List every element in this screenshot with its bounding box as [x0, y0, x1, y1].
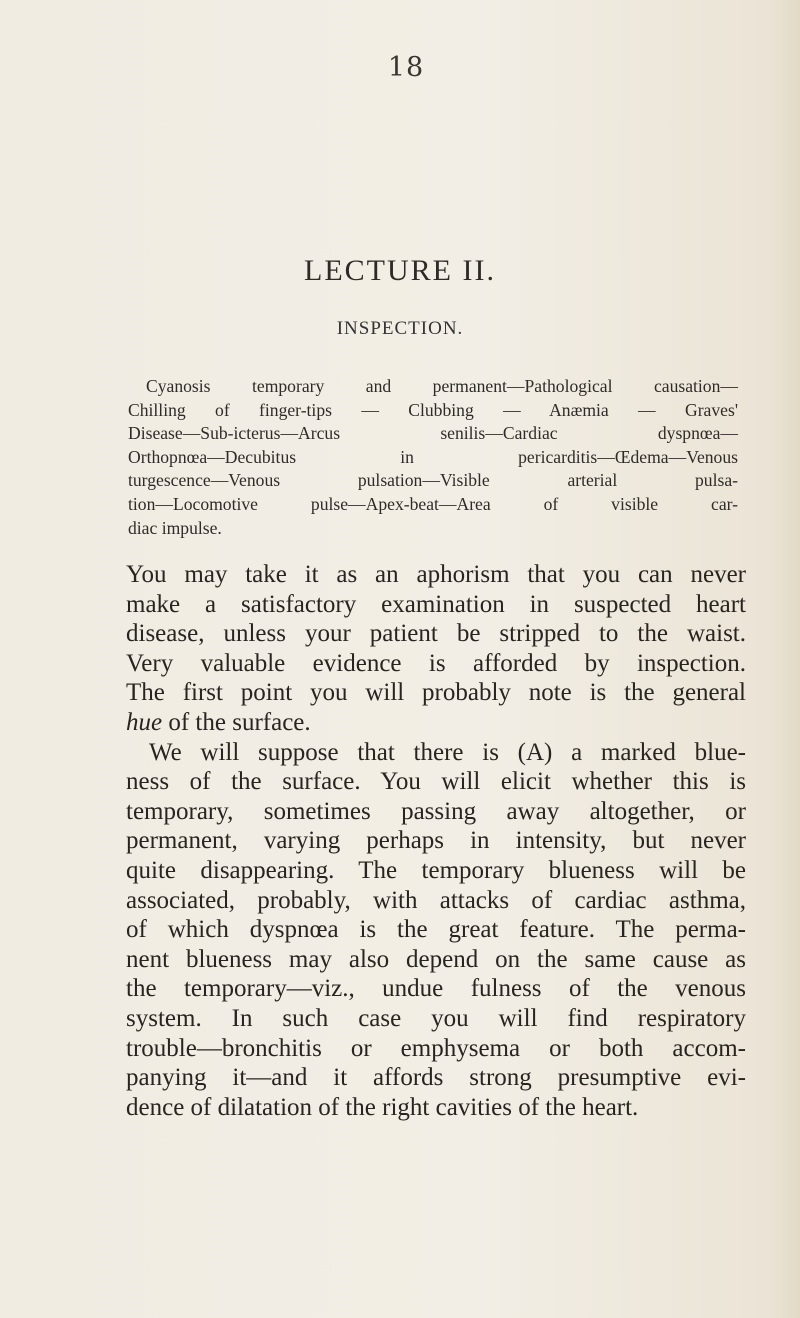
paragraph-line: the temporary—viz., undue fulness of the venous [126, 975, 746, 1003]
paragraph-line: ness of the surface. You will elicit whether this is [126, 768, 746, 796]
paragraph-line: associated, probably, with attacks of cardiac asthma, [126, 886, 746, 914]
synopsis-line: Cyanosis temporary and permanent—Pathological causation— [146, 376, 738, 396]
paragraph-line: trouble—bronchitis or emphysema or both accom- [126, 1034, 746, 1062]
synopsis-line: Chilling of finger-tips — Clubbing — Anæmia — Graves' [128, 399, 738, 420]
paragraph-line: temporary, sometimes passing away altogether, or [126, 797, 746, 825]
synopsis-line: Orthopnœa—Decubitus in pericarditis—Œdema—Venous [128, 446, 738, 467]
synopsis-line: tion—Locomotive pulse—Apex-beat—Area of visible car- [128, 493, 738, 514]
paragraph-line: The first point you will probably note is the general [126, 679, 746, 707]
paragraph-line: You may take it as an aphorism that you can never [126, 561, 746, 588]
body-text [126, 560, 746, 1122]
paragraph-line: We will suppose that there is (A) a marked blue- [149, 738, 746, 766]
paragraph-line: panying it—and it affords strong presumptive evi- [126, 1064, 746, 1092]
synopsis-line: Disease—Sub-icterus—Arcus senilis—Cardiac dyspnœa— [128, 423, 738, 444]
italic-word: hue [126, 708, 163, 736]
section-title: INSPECTION. [336, 318, 464, 339]
paragraph-line [126, 708, 746, 738]
synopsis-line: turgescence—Venous pulsation—Visible arterial pulsa- [128, 470, 738, 491]
paragraph-line: Very valuable evidence is afforded by inspection. [126, 649, 746, 677]
chapter-synopsis [128, 375, 738, 540]
paragraph-line-rest: of the surface. [162, 708, 311, 736]
paragraph-line: permanent, varying perhaps in intensity, but never [126, 827, 746, 855]
page-number: 18 [387, 52, 425, 83]
synopsis-line: diac impulse. [128, 517, 222, 538]
paragraph-line: of which dyspnœa is the great feature. The perma- [126, 916, 746, 944]
paragraph-line: dence of dilatation of the right cavities of the heart. [126, 1093, 639, 1121]
paragraph-line: make a satisfactory examination in suspected heart [126, 590, 746, 618]
paragraph-line: system. In such case you will find respiratory [126, 1004, 746, 1032]
paragraph-line: quite disappearing. The temporary blueness will be [126, 856, 746, 884]
paragraph-line: nent blueness may also depend on the same cause as [126, 945, 746, 973]
paragraph-line: disease, unless your patient be stripped to the waist. [126, 620, 746, 648]
lecture-title: LECTURE II. [304, 254, 496, 287]
